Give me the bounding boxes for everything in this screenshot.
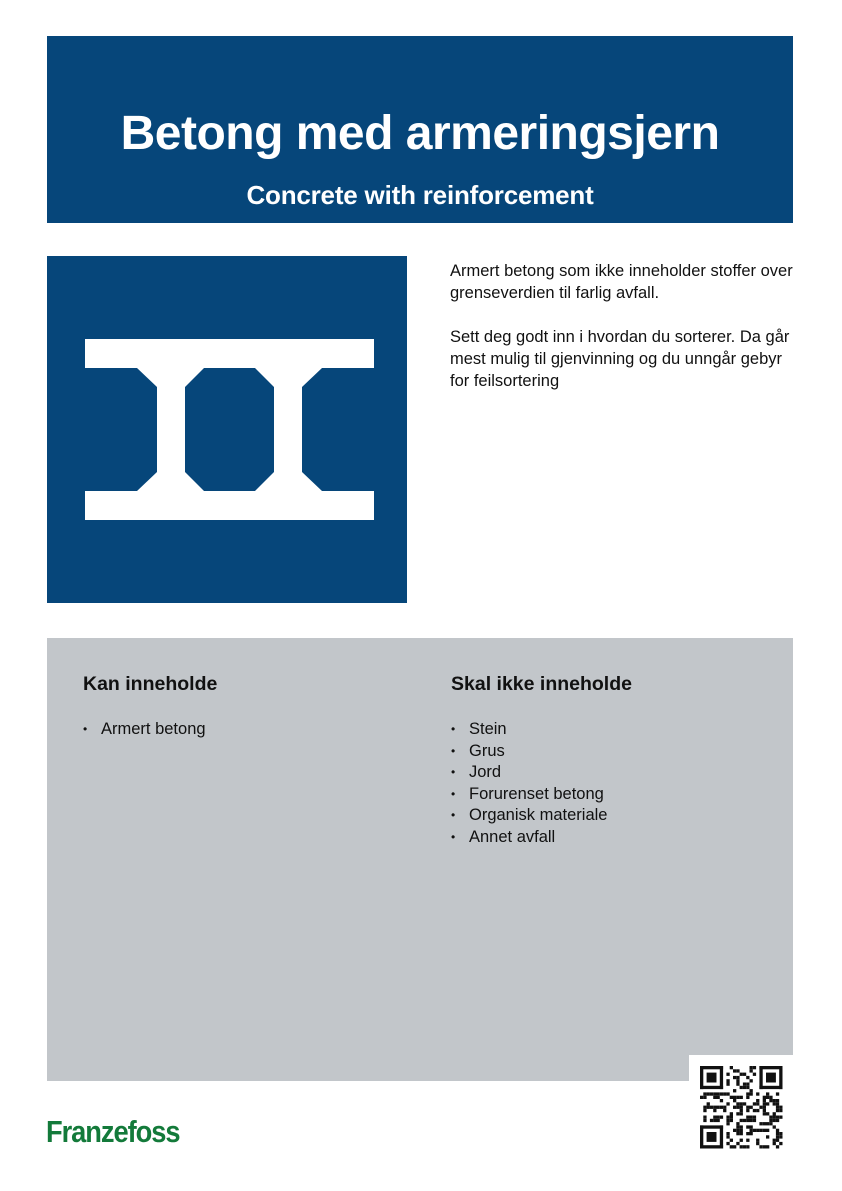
i-beam-icon (47, 256, 407, 603)
page-subtitle: Concrete with reinforcement (246, 180, 594, 210)
qr-code[interactable] (689, 1055, 793, 1159)
description-paragraph: Armert betong som ikke inneholder stoffer over grenseverdien til farlig avfall. (450, 262, 793, 302)
list-item: • Annet avfall (451, 827, 607, 849)
list-item: • Forurenset betong (451, 784, 607, 806)
list-item: • Organisk materiale (451, 805, 607, 827)
list-item: • Stein (451, 719, 607, 741)
list-item: • Armert betong (83, 719, 206, 741)
description-paragraph: Sett deg godt inn i hvordan du sorterer. Da går mest mulig til gjenvinning og du unngår gebyr for feilsortering (450, 328, 790, 390)
contents-panel (47, 638, 793, 1081)
can-contain-list (83, 719, 206, 741)
description (450, 260, 796, 414)
list-item: • Jord (451, 762, 607, 784)
category-symbol (47, 256, 407, 603)
must-not-contain-heading: Skal ikke inneholde (451, 673, 632, 695)
franzefoss-logo: Franzefoss (46, 1114, 180, 1149)
page-title: Betong med armeringsjern (120, 107, 720, 160)
qr-code-icon (689, 1055, 793, 1159)
list-item: • Grus (451, 741, 607, 763)
header-banner (47, 36, 793, 223)
can-contain-heading: Kan inneholde (83, 673, 218, 695)
must-not-contain-list (451, 719, 607, 849)
